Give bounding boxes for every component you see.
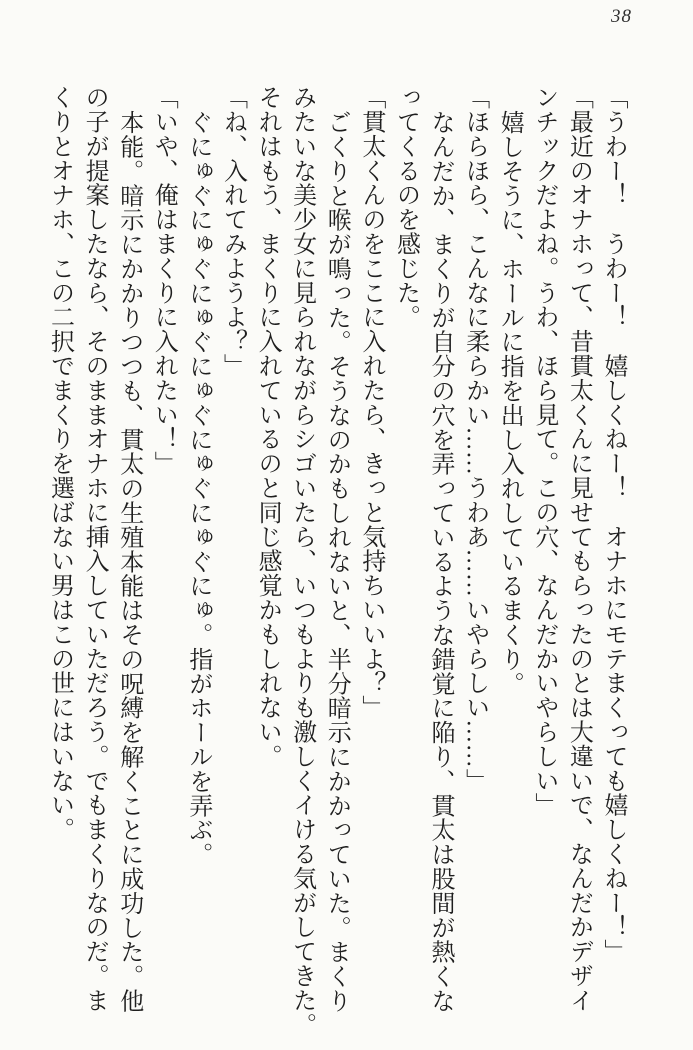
text-line: 「いや、俺はまくりに入れたい！」 <box>150 85 177 476</box>
text-line: 「最近のオナホって、昔貫太くんに見せてもらったのとは大違いで、なんだかデザイ <box>565 85 592 1013</box>
text-line: みたいな美少女に見られながらシゴいたら、いつもよりも激しくイける気がしてきた。 <box>288 85 315 1037</box>
text-line: 「貫太くんのをここに入れたら、きっと気持ちいいよ？」 <box>357 85 384 720</box>
text-line: の子が提案したなら、そのままオナホに挿入していただろう。でもまくりなのだ。ま <box>81 85 108 1013</box>
text-line: 嬉しそうに、ホールに指を出し入れしているまくり。 <box>496 110 523 696</box>
text-line: ンチックだよね。うわ、ほら見て。この穴、なんだかいやらしい」 <box>530 85 557 817</box>
text-line: 本能。暗示にかかりつつも、貫太の生殖本能はその呪縛を解くことに成功した。他 <box>115 110 142 1013</box>
text-line: ぐにゅぐにゅぐにゅぐにゅぐにゅぐにゅぐにゅ。指がホールを弄ぶ。 <box>184 110 211 867</box>
text-line: ってくるのを感じた。 <box>392 85 419 329</box>
text-line: なんだか、まくりが自分の穴を弄っているような錯覚に陥り、貫太は股間が熱くな <box>427 110 454 1013</box>
text-line: それはもう、まくりに入れているのと同じ感覚かもしれない。 <box>254 85 281 769</box>
text-line: くりとオナホ、この二択でまくりを選ばない男はこの世にはいない。 <box>46 85 73 842</box>
page-number: 38 <box>611 6 632 27</box>
text-columns <box>42 85 630 1037</box>
text-line: ごくりと喉が鳴った。そうなのかもしれないと、半分暗示にかかっていた。まくり <box>323 110 350 1013</box>
text-line: 「ほらほら、こんなに柔らかい……うわあ……いやらしい……」 <box>461 85 488 793</box>
text-line: 「うわー！ うわー！ 嬉しくねー！ オナホにモテまくっても嬉しくねー！」 <box>600 85 626 964</box>
text-line: 「ね、入れてみようよ？」 <box>219 85 246 378</box>
